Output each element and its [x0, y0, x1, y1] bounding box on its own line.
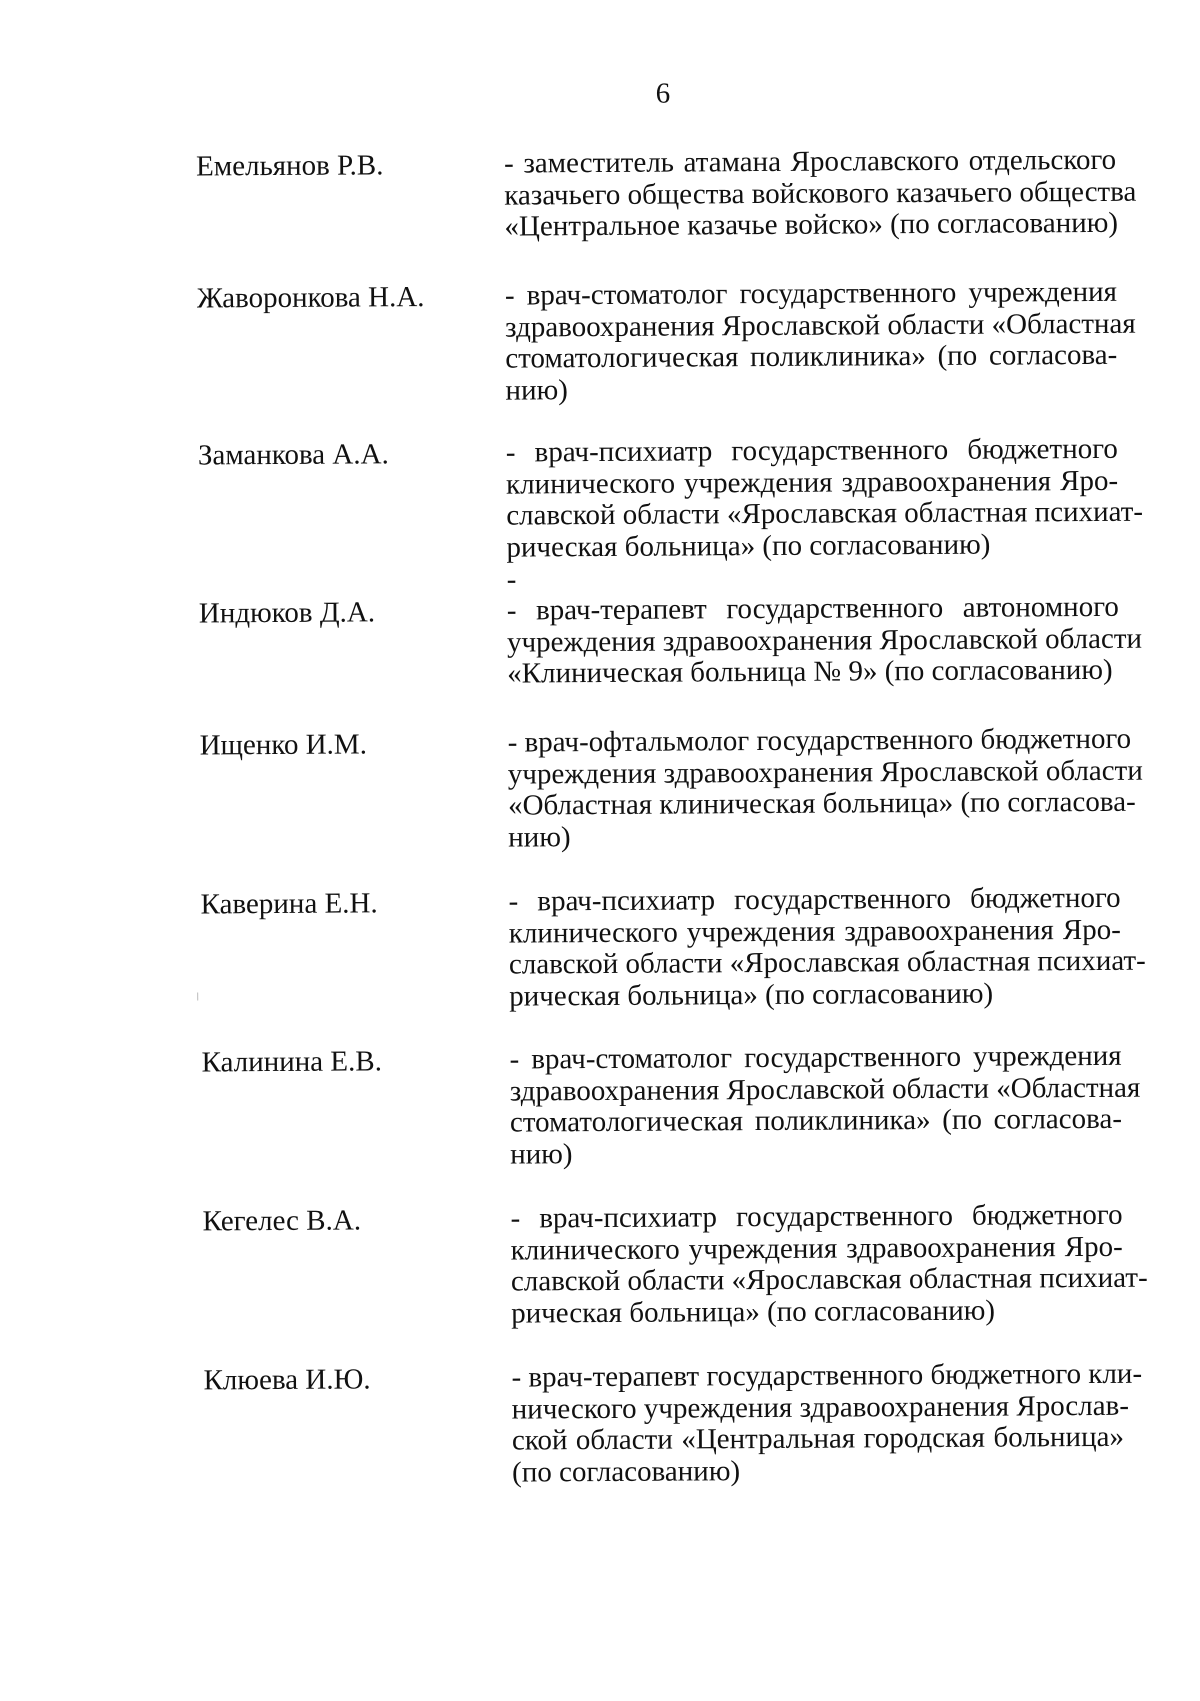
description-line: - врач-стоматолог государственного учреждения [509, 1039, 1122, 1076]
member-name: Каверина Е.Н. [200, 887, 378, 921]
description-line: славской области «Ярославская областная психиат- [506, 495, 1144, 532]
description-line: «Клиническая больница № 9» (по согласованию) [507, 653, 1113, 690]
member-name: Емельянов Р.В. [196, 149, 384, 183]
page-number: 6 [655, 77, 671, 110]
member-description [510, 1198, 1148, 1330]
member-name: Кегелес В.А. [202, 1204, 362, 1238]
description-line: - врач-стоматолог государственного учреждения [504, 275, 1118, 312]
description-line: нию) [510, 1137, 573, 1171]
description-line: казачьего общества войскового казачьего общества [504, 175, 1137, 212]
description-line: клинического учреждения здравоохранения Яро- [508, 913, 1121, 950]
description-line: ской области «Центральная городская больница» [511, 1420, 1124, 1457]
description-line: «Областная клиническая больница» (по согласова- [507, 785, 1136, 822]
member-description [504, 143, 1137, 243]
description-line: рическая больница» (по согласованию) [511, 1294, 996, 1330]
list-item [2, 1039, 1200, 1171]
member-name: Калинина Е.В. [201, 1045, 383, 1079]
description-line: (по согласованию) [512, 1454, 741, 1489]
member-description [505, 432, 1144, 564]
list-item [0, 722, 1200, 854]
description-line: рическая больница» (по согласованию) [509, 977, 994, 1013]
member-name: Клюева И.Ю. [203, 1363, 371, 1397]
list-item [3, 1357, 1200, 1489]
member-name: Ищенко И.М. [199, 728, 368, 762]
list-item [2, 1198, 1200, 1330]
description-line: славской области «Ярославская областная психиат- [508, 944, 1146, 981]
description-line: стоматологическая поликлиника» (по согласова- [509, 1102, 1123, 1139]
member-name: Индюков Д.А. [198, 596, 376, 630]
member-description [504, 275, 1136, 407]
description-line: «Центральное казачье войско» (по согласованию) [504, 206, 1119, 243]
member-description [506, 590, 1143, 690]
description-line: здравоохранения Ярославской области «Областная [505, 307, 1136, 344]
description-line: - врач-терапевт государственного бюджетного кли- [511, 1357, 1143, 1394]
description-line: - врач-психиатр государственного бюджетного [508, 881, 1121, 918]
member-description [511, 1357, 1143, 1489]
description-line: - врач-психиатр государственного бюджетного [505, 432, 1118, 469]
member-description [509, 1039, 1141, 1171]
description-line: учреждения здравоохранения Ярославской области [506, 622, 1143, 659]
description-line: клинического учреждения здравоохранения Яро- [510, 1230, 1123, 1267]
member-description [508, 881, 1146, 1013]
description-line: нию) [505, 373, 568, 407]
description-line: клинического учреждения здравоохранения Яро- [505, 464, 1119, 501]
description-line: - врач-психиатр государственного бюджетного [510, 1198, 1123, 1235]
description-line: учреждения здравоохранения Ярославской области [507, 754, 1143, 791]
list-item [0, 143, 1196, 243]
member-description [507, 722, 1143, 854]
description-line: - врач-терапевт государственного автономного [506, 590, 1119, 627]
description-line: здравоохранения Ярославской области «Областная [509, 1071, 1141, 1108]
description-line: нию) [508, 820, 571, 854]
stray-dash-mark: - [506, 563, 517, 596]
member-name: Жаворонкова Н.А. [196, 281, 425, 315]
scan-speck [197, 992, 198, 1000]
description-line: нического учреждения здравоохранения Ярослав- [511, 1389, 1130, 1426]
description-line: стоматологическая поликлиника» (по согласова- [505, 338, 1118, 375]
list-item [0, 590, 1199, 690]
list-item [1, 881, 1200, 1013]
list-item [0, 432, 1198, 564]
list-item [0, 275, 1197, 407]
description-line: - врач-офтальмолог государственного бюджетного [507, 722, 1132, 759]
description-line: - заместитель атамана Ярославского отдельского [504, 143, 1117, 180]
member-name: Заманкова А.А. [197, 438, 389, 472]
description-line: славской области «Ярославская областная психиат- [510, 1261, 1148, 1298]
description-line: рическая больница» (по согласованию) [506, 528, 991, 564]
